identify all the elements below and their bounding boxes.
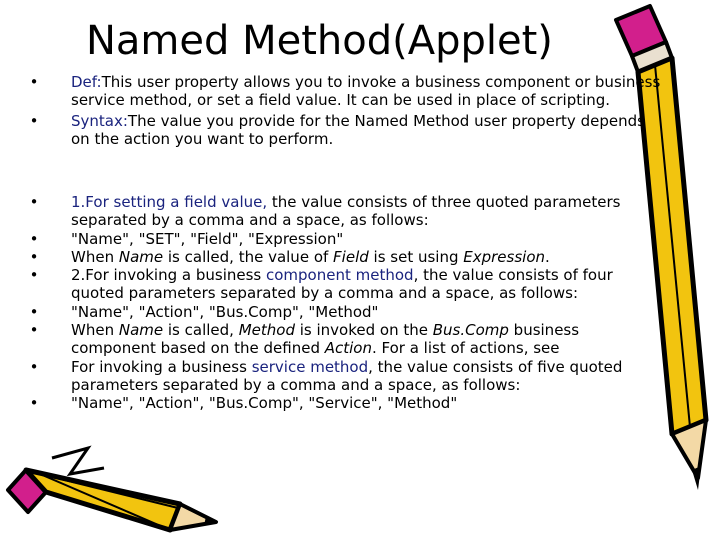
param-name: Name (118, 247, 164, 266)
bullet: • (29, 229, 39, 248)
bullet: • (29, 193, 39, 211)
definition-list (28, 73, 668, 148)
bullet: • (29, 357, 39, 376)
param-buscomp: Bus.Comp (432, 321, 509, 340)
syntax-label: Syntax: (71, 111, 128, 130)
item-text: . (545, 247, 550, 266)
def-text: This user property allows you to invoke a business component or business service method, or set a field value. It can be used in place of scripting. (71, 73, 661, 110)
list-item (28, 248, 668, 266)
def-label: Def: (71, 73, 102, 91)
list-item (28, 73, 668, 110)
item-text: For invoking a business (71, 357, 252, 376)
bullet: • (29, 73, 39, 91)
list-item (28, 358, 668, 395)
component-method-term: component method (266, 266, 414, 285)
param-expression: Expression (463, 247, 546, 266)
list-item (28, 394, 668, 412)
item-text: When (71, 247, 119, 266)
item-text: 2.For invoking a business (71, 266, 266, 285)
param-method: Method (238, 321, 295, 340)
service-method-term: service method (251, 357, 369, 376)
bullet: • (29, 302, 39, 321)
list-item (28, 321, 668, 358)
list-item (28, 266, 668, 303)
list-item (28, 230, 668, 248)
item-text: , the value consists of four quoted parameters separated by a comma and a space, as follows: (71, 266, 613, 303)
syntax-example: "Name", "Action", "Bus.Comp", "Method" (71, 302, 379, 321)
param-field: Field (333, 247, 369, 266)
param-name: Name (118, 321, 164, 340)
syntax-text: The value you provide for the Named Method user property depends on the action you want to perform. (71, 111, 645, 148)
item-text: , the value consists of five quoted parameters separated by a comma and a space, as follows: (71, 357, 623, 394)
bullet: • (29, 247, 39, 266)
list-item (28, 112, 668, 149)
usage-list (28, 193, 668, 413)
item-text: is called, the value of (163, 247, 334, 266)
item-text: is set using (368, 247, 464, 266)
syntax-example: "Name", "Action", "Bus.Comp", "Service", "Method" (71, 394, 458, 413)
param-action: Action (324, 339, 372, 358)
item-text: the value consists of three quoted parameters separated by a comma and a space, as follows: (71, 193, 621, 230)
field-value-lead: 1.For setting a field value, (71, 193, 272, 211)
bullet: • (29, 111, 39, 130)
item-text: is called, (163, 321, 239, 340)
list-item (28, 303, 668, 321)
syntax-example: "Name", "SET", "Field", "Expression" (71, 229, 344, 248)
bullet: • (29, 394, 39, 413)
bullet: • (29, 266, 39, 285)
item-text: When (71, 321, 119, 340)
list-item (28, 193, 668, 230)
item-text: is invoked on the (294, 321, 433, 340)
pencil-icon (0, 418, 225, 540)
item-text: business component based on the defined (71, 321, 580, 358)
item-text: . For a list of actions, see (371, 339, 560, 358)
slide-title: Named Method(Applet) (86, 18, 553, 64)
bullet: • (29, 321, 39, 340)
